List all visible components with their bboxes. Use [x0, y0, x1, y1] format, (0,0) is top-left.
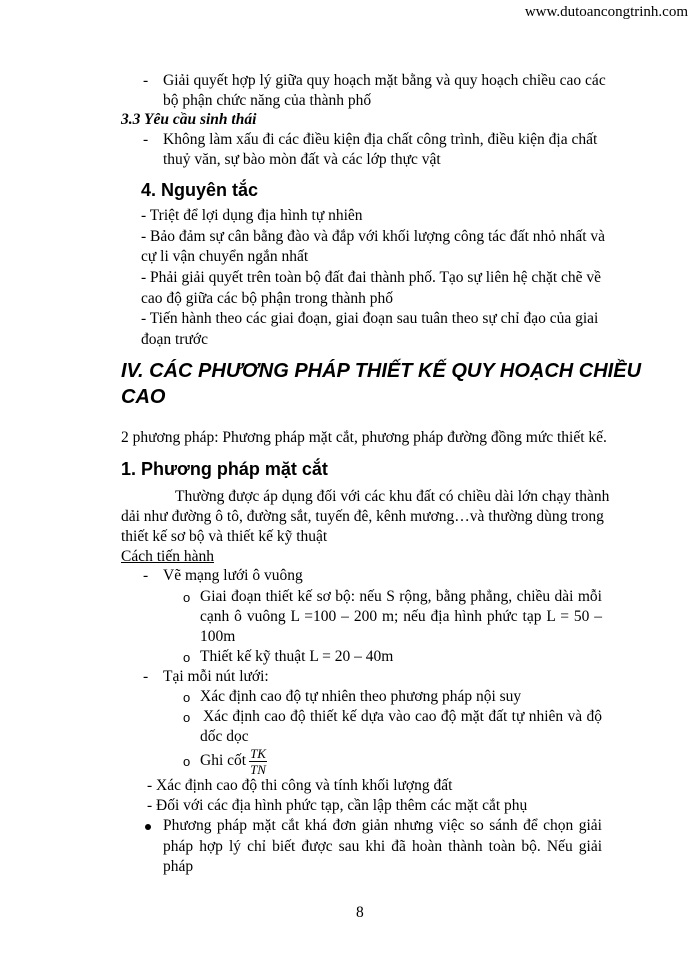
sub-item-line: Xác định cao độ tự nhiên theo phương pháp nội suy [200, 688, 522, 705]
circle-bullet-icon: o [183, 650, 191, 665]
chapter-title-line2: CAO [121, 386, 166, 408]
paragraph-line: thiết kế sơ bộ và thiết kế kỹ thuật [121, 528, 328, 545]
text-line: bộ phận chức năng của thành phố [163, 92, 372, 109]
text-line: cự li vận chuyển ngắn nhất [141, 248, 309, 265]
dash-marker: - [143, 567, 149, 584]
fraction-denominator: TN [250, 761, 266, 777]
website-header: www.dutoancongtrinh.com [524, 4, 688, 20]
text-line: thuỷ văn, sự bào mòn đất và các lớp thực vật [163, 151, 441, 168]
ghi-cot-label: Ghi cốt [200, 752, 247, 769]
paragraph-line: Thường được áp dụng đối với các khu đất có chiều dài lớn chạy thành [175, 488, 610, 505]
text-line: Không làm xấu đi các điều kiện địa chất công trình, điều kiện địa chất [163, 131, 598, 148]
sub-item-line: 100m [200, 628, 236, 645]
bullet-icon [145, 824, 151, 830]
sub-item-line: Giai đoạn thiết kế sơ bộ: nếu S rộng, bằng phẳng, chiều dài mỗi [200, 588, 602, 605]
sub-item-line: dốc dọc [200, 728, 249, 745]
text-line: Giải quyết hợp lý giữa quy hoạch mặt bằng và quy hoạch chiều cao các [163, 72, 606, 89]
extra-line: - Xác định cao độ thi công và tính khối lượng đất [147, 777, 453, 794]
sub-item-line [200, 742, 267, 780]
circle-bullet-icon: o [183, 590, 191, 605]
text-line: - Phải giải quyết trên toàn bộ đất đai thành phố. Tạo sự liên hệ chặt chẽ về [141, 269, 602, 286]
chapter-title-line1: IV. CÁC PHƯƠNG PHÁP THIẾT KẾ QUY HOẠCH CHIỀU [121, 360, 642, 382]
method-1-heading: 1. Phương pháp mặt cắt [121, 459, 328, 479]
circle-bullet-icon: o [183, 754, 191, 769]
dash-marker: - [143, 668, 149, 685]
text-line: - Tiến hành theo các giai đoạn, giai đoạn sau tuân theo sự chỉ đạo của giai [141, 310, 599, 327]
paragraph-line: dải như đường ô tô, đường sắt, tuyến đê, kênh mương…và thường dùng trong [121, 508, 604, 525]
procedure-label: Cách tiến hành [121, 548, 214, 565]
note-line: pháp hợp lý chỉ biết được sau khi đã hoàn thành toàn bộ. Nếu giải pháp [163, 838, 602, 875]
note-line: Phương pháp mặt cắt khá đơn giản nhưng việc so sánh để chọn giải [163, 817, 602, 834]
fraction [249, 746, 267, 777]
text-line: - Bảo đảm sự cân bằng đào và đắp với khối lượng công tác đất nhỏ nhất và [141, 228, 606, 245]
dash-marker: - [143, 131, 149, 148]
sub-item-line: Thiết kế kỹ thuật L = 20 – 40m [200, 648, 394, 665]
step-1: Vẽ mạng lưới ô vuông [163, 567, 303, 584]
dash-marker: - [143, 72, 149, 89]
sub-item-line: cạnh ô vuông L =100 – 200 m; nếu địa hình phức tạp L = 50 – [200, 608, 602, 625]
extra-line: - Đối với các địa hình phức tạp, cần lập thêm các mặt cắt phụ [147, 797, 528, 814]
circle-bullet-icon: o [183, 690, 191, 705]
sub-item-line: Xác định cao độ thiết kế dựa vào cao độ mặt đất tự nhiên và độ [203, 708, 602, 725]
text-line: - Triệt để lợi dụng địa hình tự nhiên [141, 207, 363, 224]
step-2: Tại mỗi nút lưới: [163, 668, 269, 685]
text-line: đoạn trước [141, 331, 208, 348]
text-line: cao độ giữa các bộ phận trong thành phố [141, 290, 394, 307]
section-heading-4: 4. Nguyên tắc [141, 180, 259, 200]
fraction-numerator: TK [250, 745, 266, 761]
chapter-intro: 2 phương pháp: Phương pháp mặt cắt, phương pháp đường đồng mức thiết kế. [121, 429, 607, 446]
page-number: 8 [356, 904, 364, 921]
circle-bullet-icon: o [183, 710, 191, 725]
section-heading-3-3: 3.3 Yêu cầu sinh thái [121, 111, 257, 128]
